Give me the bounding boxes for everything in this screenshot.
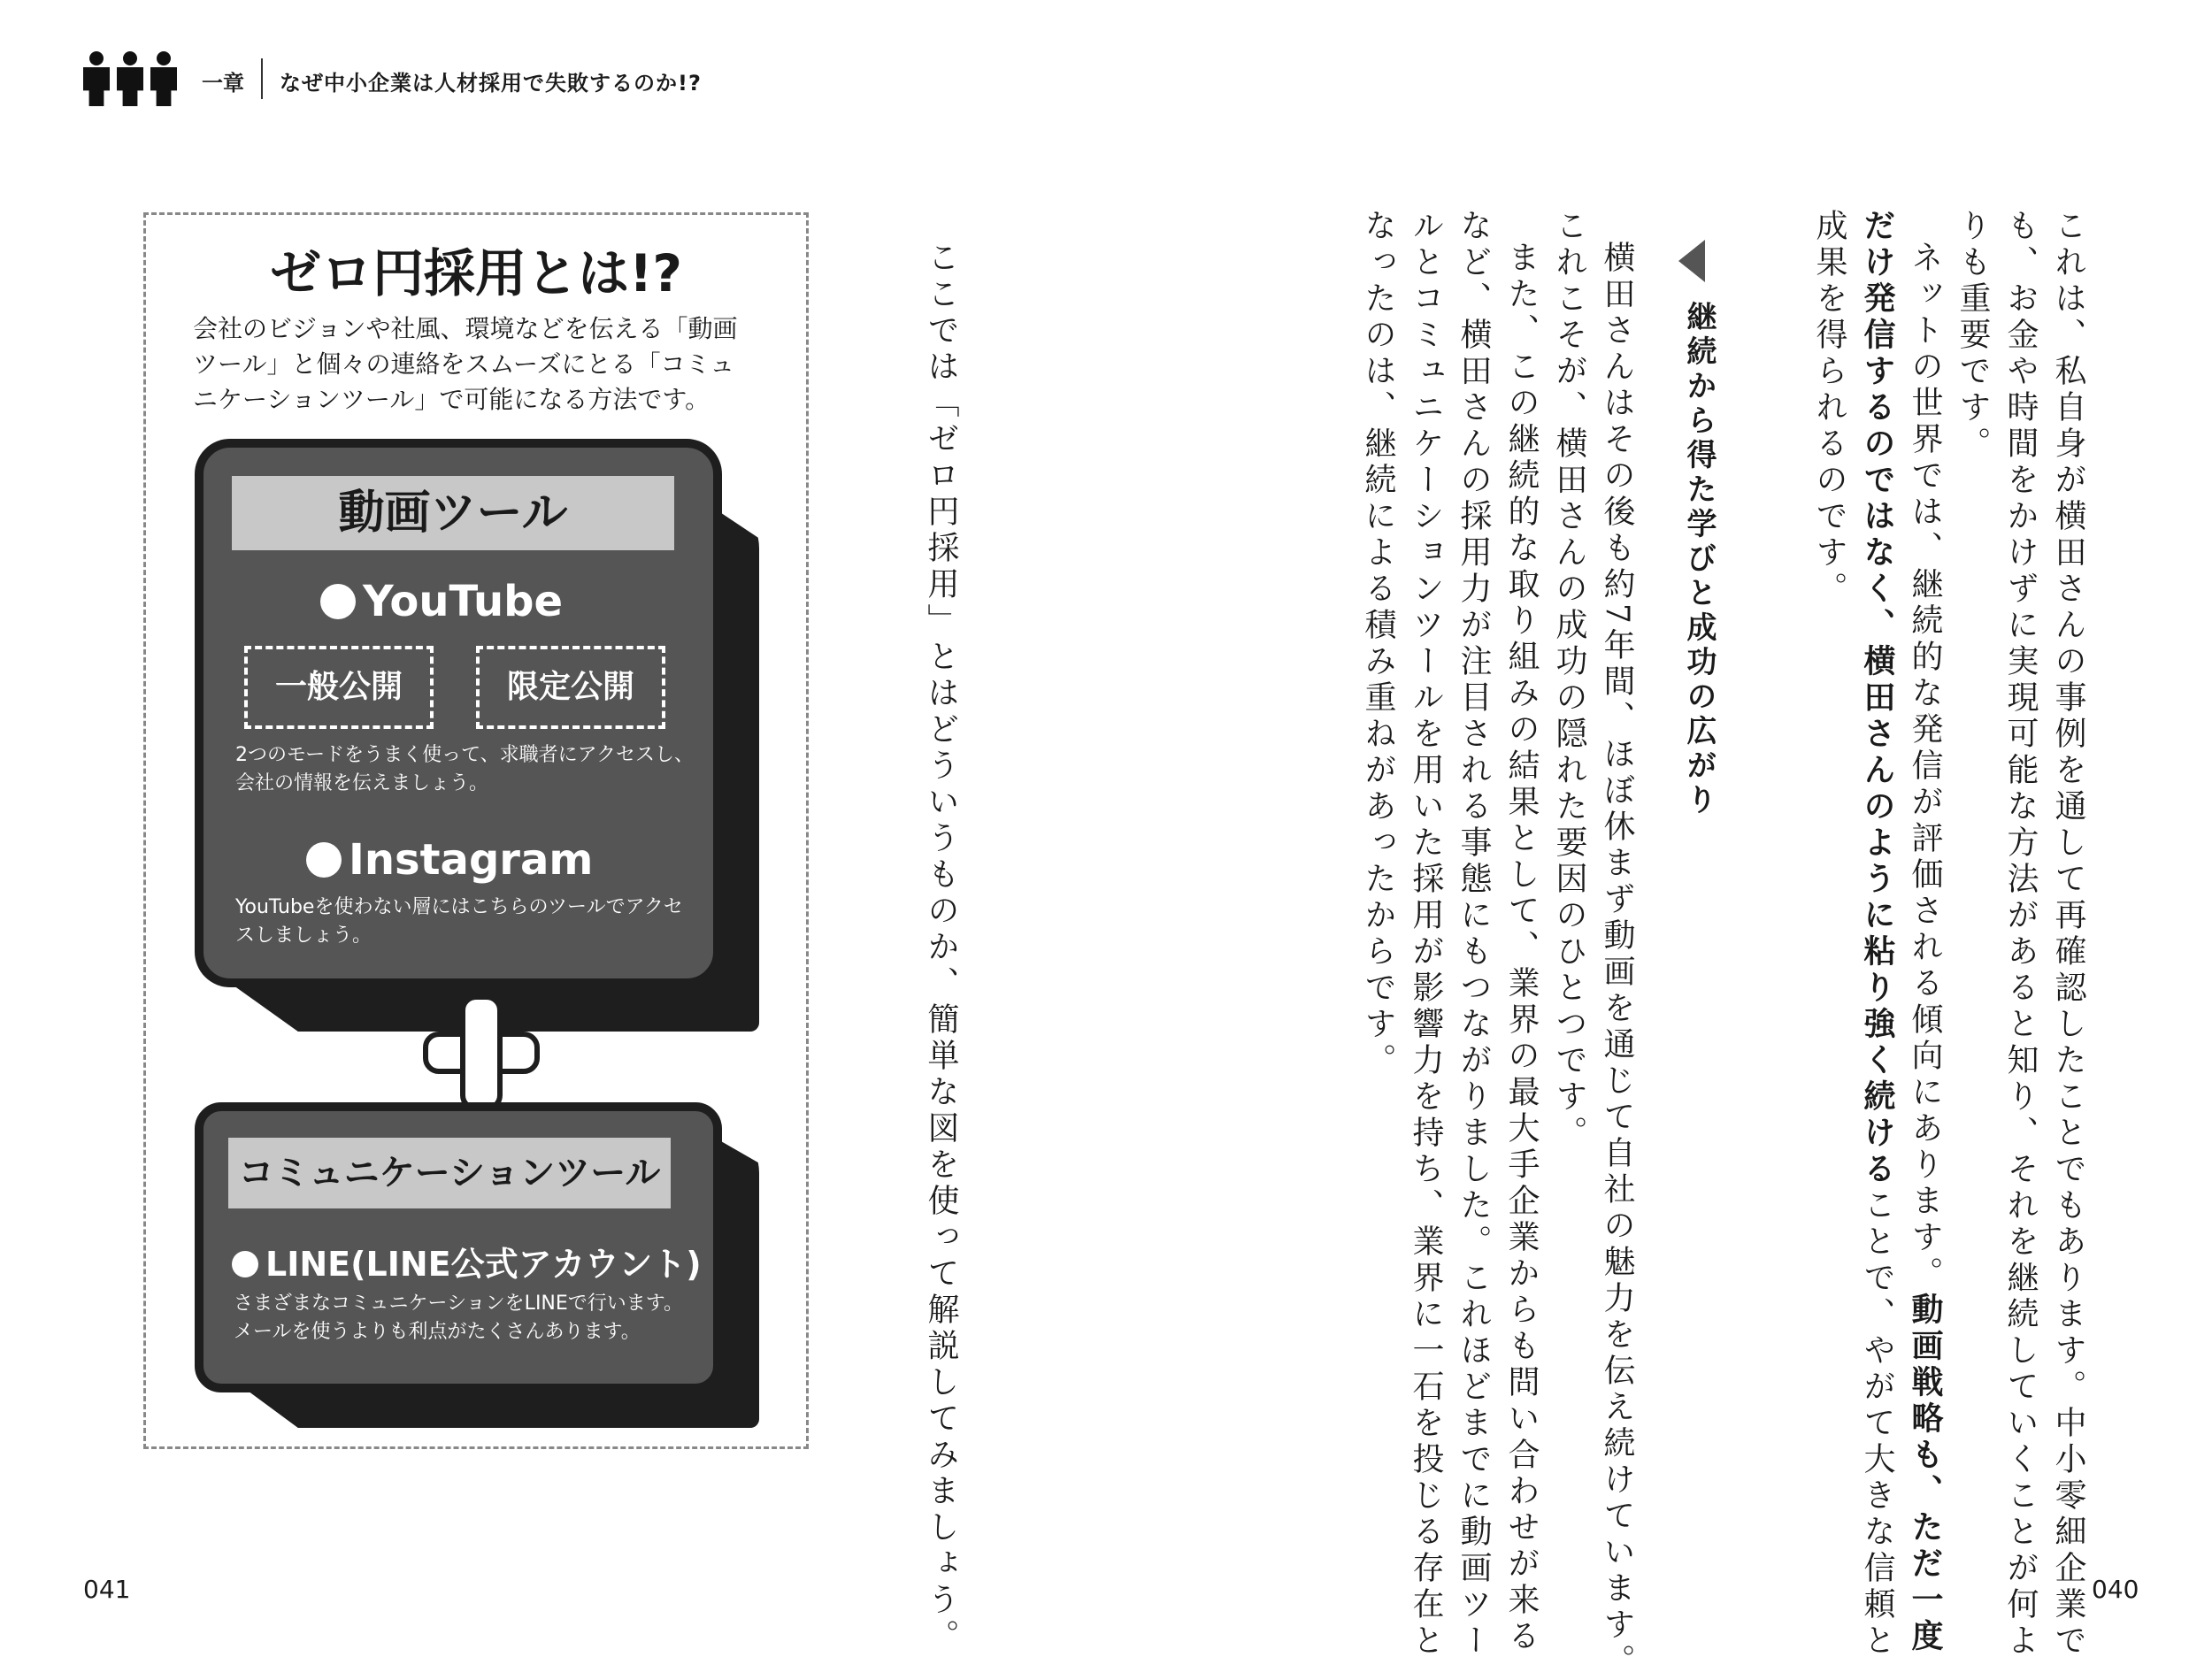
text-column: なったのは、継続による積み重ねがあったからです。 — [1360, 209, 1396, 1079]
video-tool-label: 動画ツール — [232, 476, 674, 550]
chapter-title: なぜ中小企業は人材採用で失敗するのか!? — [280, 71, 702, 96]
instagram-label: Instagram — [349, 835, 594, 885]
bold-text: 動画戦略も、ただ一度 — [1907, 1293, 1943, 1655]
chapter-label: 一章 — [202, 71, 244, 96]
infographic-description: 会社のビジョンや社風、環境などを伝える「動画ツール」と個々の連絡をスムーズにとる「コミュニケーションツール」で可能になる方法です。 — [193, 314, 738, 414]
line-label: LINE(LINE公式アカウント) — [265, 1245, 702, 1284]
header-divider — [261, 58, 263, 99]
youtube-note: 2つのモードをうまく使って、求職者にアクセスし、会社の情報を伝えましょう。 — [235, 744, 695, 794]
text-column — [1853, 209, 1901, 1660]
text-column: ルとコミュニケーションツールを用いた採用が影響力を持ち、業界に一石を投じる存在と — [1408, 209, 1444, 1660]
text-column: 成果を得られるのです。 — [1811, 209, 1847, 608]
comm-tool-label: コミュニケーションツール — [228, 1138, 671, 1208]
text-column: りも重要です。 — [1955, 209, 1991, 463]
bullet-icon — [320, 584, 356, 619]
infographic-title: ゼロ円採用とは!? — [269, 243, 683, 303]
bold-text: だけ発信するのではなく、横田さんのように粘り強く続ける — [1859, 209, 1895, 1188]
text-column: など、横田さんの採用力が注目される事態にもつながりました。これほどまでに動画ツー — [1455, 209, 1492, 1660]
section-heading: 継続から得た学びと成功の広がり — [1681, 301, 1717, 818]
text-column: また、この継続的な取り組みの結果として、業界の最大手企業からも問い合わせが来る — [1503, 241, 1540, 1655]
person-icon — [150, 51, 177, 106]
page-number-right: 040 — [2092, 1575, 2139, 1604]
person-icon — [117, 51, 143, 106]
text-column: これは、私自身が横田さんの事例を通して再確認したことでもあります。中小零細企業で — [2050, 209, 2086, 1660]
text-run: ネットの世界では、継続的な発信が評価される傾向にあります。 — [1907, 241, 1943, 1293]
section-marker-icon — [1678, 240, 1705, 282]
instagram-note: YouTubeを使わない層にはこちらのツールでアクセスしましょう。 — [235, 896, 683, 947]
youtube-label: YouTube — [363, 577, 564, 626]
text-column: 横田さんはその後も約7年間、ほぼ休まず動画を通じて自社の魅力を伝え続けています。 — [1599, 241, 1635, 1680]
line-item — [232, 1237, 702, 1285]
text-run: ことで、やがて大きな信頼と — [1859, 1188, 1895, 1660]
person-icon — [83, 51, 110, 106]
text-column: これこそが、横田さんの成功の隠れた要因のひとつです。 — [1551, 209, 1587, 1152]
line-note: さまざまなコミュニケーションをLINEで行います。メールを使うよりも利点がたくさんあります。 — [234, 1293, 684, 1343]
youtube-item — [320, 577, 563, 626]
intro-text: ここでは「ゼロ円採用」とはどういうものか、簡単な図を使って解説してみましょう。 — [923, 241, 959, 1655]
instagram-item — [306, 835, 593, 885]
text-column — [1901, 241, 1948, 1655]
bullet-icon — [306, 842, 342, 878]
limited-mode-box: 限定公開 — [476, 646, 665, 729]
bullet-icon — [232, 1251, 258, 1277]
text-column: も、お金や時間をかけずに実現可能な方法があると知り、それを継続していくことが何よ — [2002, 209, 2039, 1660]
page-number-left: 041 — [83, 1575, 131, 1604]
public-mode-box: 一般公開 — [244, 646, 434, 729]
